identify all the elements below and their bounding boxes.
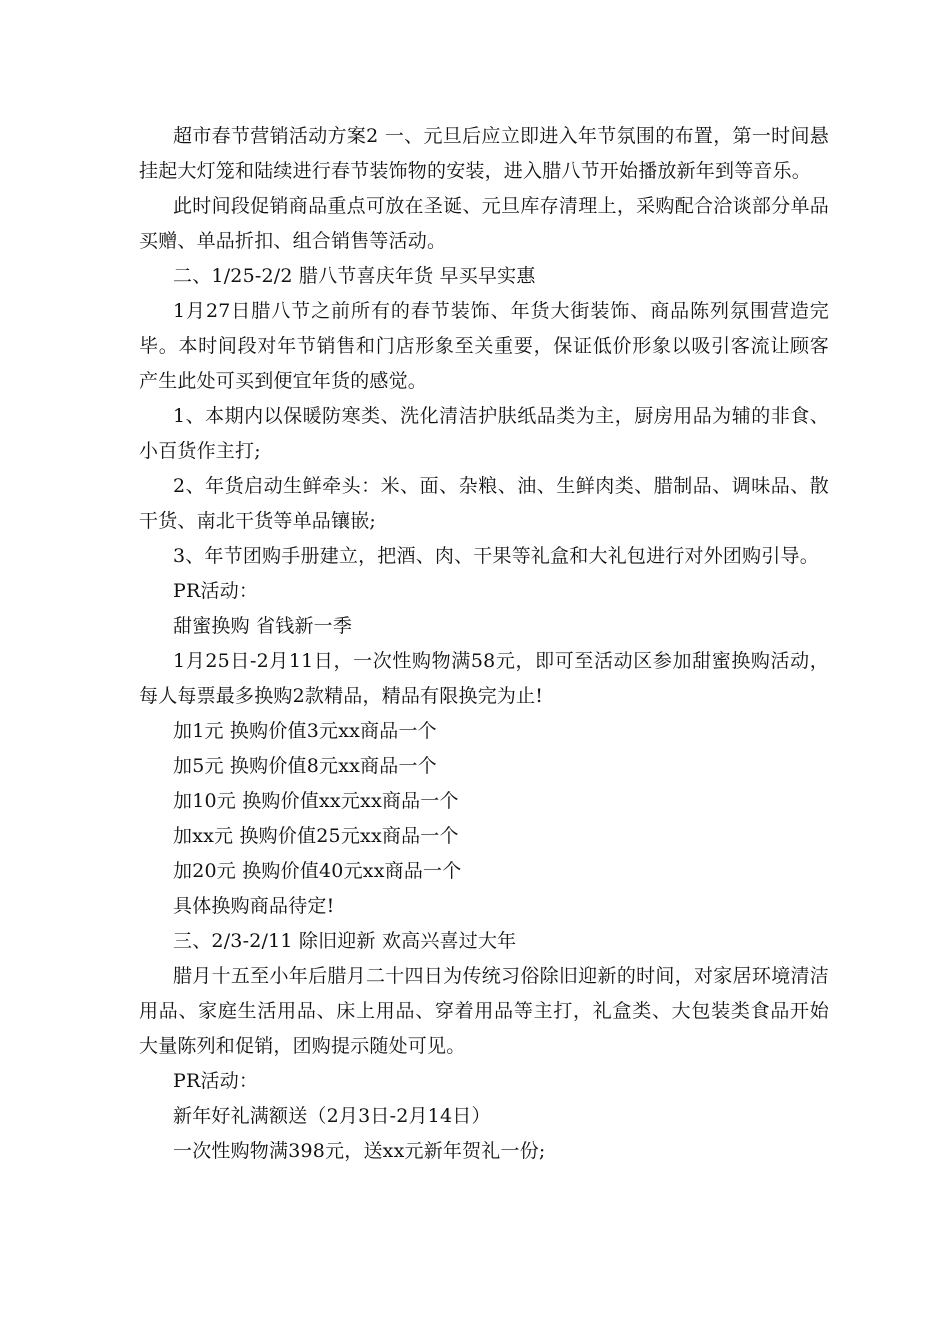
pr-activity-label: PR活动：	[173, 580, 259, 602]
paragraph-gift-rule: 一次性购物满398元，送xx元新年贺礼一份;	[173, 1140, 546, 1162]
exchange-tier-1: 加1元 换购价值3元xx商品一个	[173, 720, 437, 742]
exchange-tier-2: 加5元 换购价值8元xx商品一个	[173, 755, 437, 777]
paragraph-new-year-details: 腊月十五至小年后腊月二十四日为传统习俗除旧迎新的时间，对家居环境清洁用品、家庭生活用品、床上用品、穿着用品等主打，礼盒类、大包装类食品开始大量陈列和促销，团购提示随处可见。	[139, 965, 829, 1057]
list-item-group-purchase: 3、年节团购手册建立，把酒、肉、干果等礼盒和大礼包进行对外团购引导。	[173, 545, 819, 567]
pr-activity-title-exchange: 甜蜜换购 省钱新一季	[173, 615, 353, 637]
exchange-tier-3: 加10元 换购价值xx元xx商品一个	[173, 790, 459, 812]
paragraph-promotion-focus: 此时间段促销商品重点可放在圣诞、元旦库存清理上，采购配合洽谈部分单品买赠、单品折扣、组合销售等活动。	[139, 195, 829, 252]
section-heading-laba: 二、1/25-2/2 腊八节喜庆年货 早买早实惠	[173, 265, 536, 287]
paragraph-laba-details: 1月27日腊八节之前所有的春节装饰、年货大街装饰、商品陈列氛围营造完毕。本时间段对年节销售和门店形象至关重要，保证低价形象以吸引客流让顾客产生此处可买到便宜年货的感觉。	[139, 300, 829, 392]
document-body	[139, 119, 829, 1169]
pr-activity-label-2: PR活动：	[173, 1070, 259, 1092]
exchange-tier-4: 加xx元 换购价值25元xx商品一个	[173, 825, 459, 847]
list-item-warmth-products: 1、本期内以保暖防寒类、洗化清洁护肤纸品类为主，厨房用品为辅的非食、小百货作主打;	[139, 405, 829, 462]
exchange-tier-5: 加20元 换购价值40元xx商品一个	[173, 860, 462, 882]
list-item-fresh-products: 2、年货启动生鲜牵头：米、面、杂粮、油、生鲜肉类、腊制品、调味品、散干货、南北干货等单品镶嵌;	[139, 475, 829, 532]
pr-activity-title-gift: 新年好礼满额送（2月3日-2月14日）	[173, 1105, 491, 1127]
section-heading-new-year: 三、2/3-2/11 除旧迎新 欢高兴喜过大年	[173, 930, 517, 952]
paragraph-exchange-rules: 1月25日-2月11日，一次性购物满58元，即可至活动区参加甜蜜换购活动，每人每票最多换购2款精品，精品有限换完为止!	[139, 650, 829, 707]
exchange-note: 具体换购商品待定!	[173, 895, 335, 917]
paragraph-intro: 超市春节营销活动方案2 一、元旦后应立即进入年节氛围的布置，第一时间悬挂起大灯笼和陆续进行春节装饰物的安装，进入腊八节开始播放新年到等音乐。	[139, 125, 829, 182]
